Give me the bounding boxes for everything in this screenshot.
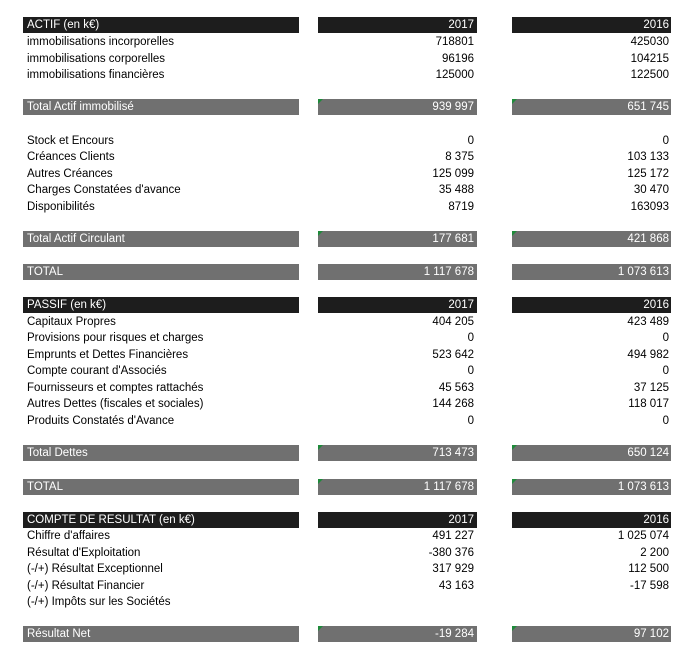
row-label: Fournisseurs et comptes rattachés (27, 382, 204, 394)
row-label: Résultat d'Exploitation (27, 547, 141, 559)
row-value-2016: -17 598 (629, 580, 669, 592)
row-label: (-/+) Impôts sur les Sociétés (27, 596, 171, 608)
table-row (0, 561, 700, 577)
table-row (0, 330, 700, 346)
row-value-2017: 43 163 (438, 580, 474, 592)
row-label: immobilisations corporelles (27, 53, 166, 65)
table-row (0, 133, 700, 149)
total-value-2016: 97 102 (512, 626, 671, 642)
row-value-2016: 125 172 (627, 168, 669, 180)
row-label: Provisions pour risques et charges (27, 332, 204, 344)
total-value-2017: 1 117 678 (318, 479, 477, 495)
table-row (0, 578, 700, 594)
total-label: TOTAL (23, 264, 299, 280)
row-label: Disponibilités (27, 201, 95, 213)
row-label: Autres Dettes (fiscales et sociales) (27, 398, 204, 410)
row-value-2016: 425030 (630, 36, 669, 48)
row-value-2017 (318, 594, 477, 610)
total-value-2016: 650 124 (512, 445, 671, 461)
row-label: immobilisations financières (27, 69, 165, 81)
row-value-2017: 35 488 (438, 184, 474, 196)
row-label: (-/+) Résultat Exceptionnel (27, 563, 163, 575)
table-row (0, 149, 700, 165)
total-label: Total Actif immobilisé (23, 99, 299, 115)
total-actif-circulant-row (0, 231, 700, 247)
row-value-2016: 0 (662, 332, 669, 344)
total-value-2017: 939 997 (318, 99, 477, 115)
table-row (0, 314, 700, 330)
table-row (0, 51, 700, 67)
total-label: Total Actif Circulant (23, 231, 299, 247)
table-row (0, 594, 700, 610)
table-row (0, 380, 700, 396)
row-value-2017: 317 929 (432, 563, 474, 575)
passif-header-2016: 2016 (512, 297, 671, 313)
row-value-2016: 2 200 (640, 547, 669, 559)
total-value-2017: 713 473 (318, 445, 477, 461)
actif-total-row (0, 264, 700, 280)
row-value-2016: 112 500 (628, 563, 669, 575)
row-label: Charges Constatées d'avance (27, 184, 181, 196)
actif-header-2017: 2017 (318, 17, 477, 33)
row-value-2017: 45 563 (438, 382, 474, 394)
row-value-2016: 104215 (630, 53, 669, 65)
row-value-2017: 125 099 (432, 168, 474, 180)
table-row (0, 363, 700, 379)
actif-header-label: ACTIF (en k€) (23, 17, 299, 33)
row-label: Stock et Encours (27, 135, 114, 147)
resultat-header-label: COMPTE DE RESULTAT (en k€) (23, 512, 299, 528)
resultat-header-2016: 2016 (512, 512, 671, 528)
row-value-2017: 0 (467, 365, 474, 377)
table-row (0, 396, 700, 412)
row-label: Capitaux Propres (27, 316, 116, 328)
total-value-2016: 421 868 (512, 231, 671, 247)
row-value-2016: 30 470 (633, 184, 669, 196)
passif-total-row (0, 479, 700, 495)
row-value-2016: 118 017 (628, 398, 669, 410)
row-value-2016: 1 025 074 (617, 530, 669, 542)
passif-header-label: PASSIF (en k€) (23, 297, 299, 313)
row-label: Produits Constatés d'Avance (27, 415, 175, 427)
row-value-2016: 37 125 (633, 382, 669, 394)
table-row (0, 528, 700, 544)
total-value-2016: 1 073 613 (512, 264, 671, 280)
row-value-2016: 103 133 (627, 151, 669, 163)
row-value-2017: 0 (467, 135, 474, 147)
total-label: Total Dettes (23, 445, 299, 461)
total-dettes-row (0, 445, 700, 461)
resultat-header-row (0, 512, 700, 528)
row-value-2016: 122500 (630, 69, 669, 81)
row-value-2017: 96196 (442, 53, 474, 65)
row-label: Emprunts et Dettes Financières (27, 349, 189, 361)
total-value-2016: 1 073 613 (512, 479, 671, 495)
table-row (0, 347, 700, 363)
passif-header-row (0, 297, 700, 313)
table-row (0, 413, 700, 429)
row-value-2017: 0 (467, 332, 474, 344)
row-value-2016 (512, 594, 671, 610)
table-row (0, 67, 700, 83)
row-value-2016: 0 (662, 365, 669, 377)
row-value-2017: 404 205 (432, 316, 474, 328)
total-label: Résultat Net (23, 626, 299, 642)
resultat-header-2017: 2017 (318, 512, 477, 528)
resultat-net-row (0, 626, 700, 642)
table-row (0, 182, 700, 198)
total-value-2017: 1 117 678 (318, 264, 477, 280)
row-label: Créances Clients (27, 151, 115, 163)
row-value-2017: 125000 (435, 69, 474, 81)
row-value-2016: 163093 (630, 201, 669, 213)
actif-header-2016: 2016 (512, 17, 671, 33)
passif-header-2017: 2017 (318, 297, 477, 313)
row-label: (-/+) Résultat Financier (27, 580, 145, 592)
table-row (0, 545, 700, 561)
row-label: immobilisations incorporelles (27, 36, 175, 48)
total-value-2016: 651 745 (512, 99, 671, 115)
row-value-2017: 8 375 (445, 151, 474, 163)
total-value-2017: 177 681 (318, 231, 477, 247)
total-actif-immobilise-row (0, 99, 700, 115)
row-value-2016: 0 (662, 415, 669, 427)
table-row (0, 199, 700, 215)
row-label: Autres Créances (27, 168, 113, 180)
row-value-2016: 423 489 (627, 316, 669, 328)
row-value-2017: 0 (467, 415, 474, 427)
row-value-2016: 494 982 (627, 349, 669, 361)
table-row (0, 34, 700, 50)
row-value-2016: 0 (662, 135, 669, 147)
row-value-2017: 718801 (435, 36, 474, 48)
row-label: Chiffre d'affaires (27, 530, 110, 542)
row-value-2017: 523 642 (432, 349, 474, 361)
row-value-2017: 8719 (448, 201, 474, 213)
row-value-2017: -380 376 (428, 547, 474, 559)
actif-header-row (0, 17, 700, 33)
total-value-2017: -19 284 (318, 626, 477, 642)
row-label: Compte courant d'Associés (27, 365, 167, 377)
total-label: TOTAL (23, 479, 299, 495)
row-value-2017: 491 227 (432, 530, 474, 542)
table-row (0, 166, 700, 182)
row-value-2017: 144 268 (432, 398, 474, 410)
